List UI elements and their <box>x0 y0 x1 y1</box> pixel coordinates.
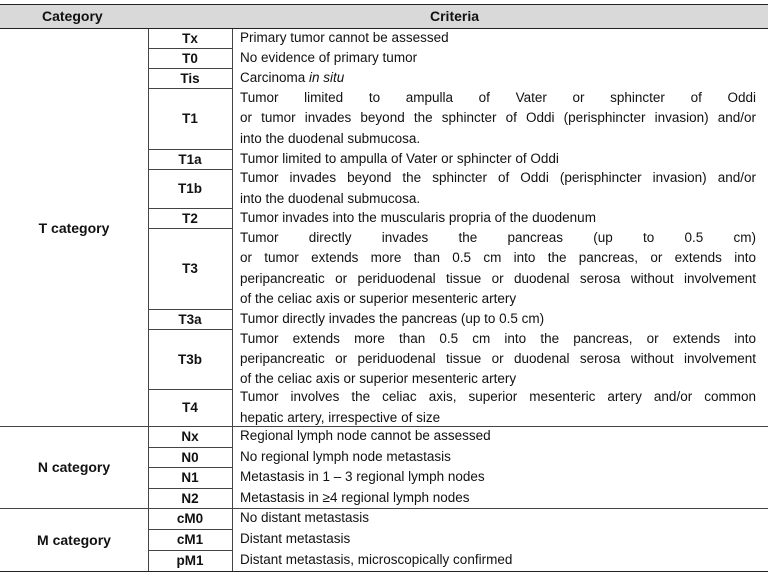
criteria-line: peripancreatic or periduodenal tissue or duodenal serosa without involvement <box>240 350 756 366</box>
criteria-line: Tumor limited to ampulla of Vater or sphincter of Oddi <box>240 150 559 166</box>
group-label-n: N category <box>37 459 111 475</box>
table-row <box>148 29 768 48</box>
criteria-line: Regional lymph node cannot be assessed <box>240 428 491 444</box>
table-row <box>148 329 768 389</box>
criteria-line: Tumor extends more than 0.5 cm into the pancreas, or extends into <box>240 330 756 346</box>
row-criteria <box>240 29 756 48</box>
table-row <box>148 426 768 447</box>
criteria-line: Tumor limited to ampulla of Vater or sphincter of Oddi <box>240 90 756 106</box>
criteria-line: No regional lymph node metastasis <box>240 448 451 464</box>
criteria-line: No distant metastasis <box>240 510 370 526</box>
row-code: T1b <box>177 181 202 196</box>
row-code: Tis <box>180 70 200 86</box>
row-criteria <box>240 447 756 467</box>
table-row <box>148 169 768 208</box>
table-row <box>148 488 768 508</box>
criteria-line: Tumor directly invades the pancreas (up to 0.5 cm) <box>240 310 545 326</box>
row-criteria <box>240 48 756 68</box>
row-criteria <box>240 228 756 309</box>
criteria-line: Distant metastasis, microscopically confirmed <box>240 552 513 568</box>
criteria-line: of the celiac axis or superior mesenteric artery <box>240 290 517 306</box>
criteria-line: of the celiac axis or superior mesenteric artery <box>240 371 517 387</box>
row-criteria <box>240 467 756 488</box>
table-row <box>148 550 768 571</box>
row-criteria <box>240 508 756 529</box>
group-label-m: M category <box>37 531 111 548</box>
row-code: T3b <box>177 351 202 367</box>
group-label-t: T category <box>38 219 110 236</box>
group-separator-m <box>0 508 768 509</box>
table-row <box>148 88 768 149</box>
table-row <box>148 48 768 68</box>
criteria-line: Primary tumor cannot be assessed <box>240 30 449 46</box>
row-code: N1 <box>181 470 199 485</box>
header-criteria: Criteria <box>430 8 480 24</box>
criteria-line: into the duodenal submucosa. <box>240 130 421 146</box>
row-code: T3 <box>182 261 198 276</box>
criteria-line: Metastasis in 1 – 3 regional lymph nodes <box>240 469 485 485</box>
criteria-line: or tumor invades beyond the sphincter of Oddi (perisphincter invasion) and/or <box>240 110 756 126</box>
criteria-line: No evidence of primary tumor <box>240 49 418 65</box>
row-criteria <box>240 329 756 389</box>
criteria-line: into the duodenal submucosa. <box>240 190 421 206</box>
criteria-line: Distant metastasis <box>240 531 351 547</box>
row-criteria <box>240 208 756 228</box>
row-criteria <box>240 488 756 508</box>
row-code: Nx <box>181 429 199 444</box>
criteria-line: Tumor invades beyond the sphincter of Oddi (perisphincter invasion) and/or <box>240 170 756 186</box>
row-code: T2 <box>182 210 198 226</box>
criteria-line: peripancreatic or periduodenal tissue or duodenal serosa without involvement <box>240 270 756 286</box>
criteria-line: Carcinoma in situ <box>240 69 345 85</box>
criteria-line: Tumor invades into the muscularis propria of the duodenum <box>240 209 596 225</box>
table-row <box>148 309 768 329</box>
criteria-line: Tumor involves the celiac axis, superior mesenteric artery and/or common <box>240 389 756 405</box>
row-criteria <box>240 529 756 550</box>
row-code: T1 <box>182 111 198 126</box>
table-header <box>0 4 768 29</box>
table-bottom-rule <box>0 571 768 572</box>
row-code: T1a <box>178 151 202 167</box>
row-code: cM1 <box>176 532 204 547</box>
table-row <box>148 68 768 88</box>
row-criteria <box>240 309 756 329</box>
row-criteria <box>240 149 756 169</box>
row-code: cM0 <box>176 511 204 526</box>
category-divider <box>148 29 149 571</box>
criteria-line: Tumor directly invades the pancreas (up to 0.5 cm) <box>240 230 756 246</box>
header-category: Category <box>42 8 103 24</box>
criteria-line: or tumor extends more than 0.5 cm into the pancreas, or extends into <box>240 250 756 266</box>
row-code: pM1 <box>176 553 204 568</box>
row-criteria <box>240 88 756 149</box>
row-criteria <box>240 389 756 426</box>
table-row <box>148 208 768 228</box>
row-criteria <box>240 68 756 88</box>
row-code: T4 <box>182 400 198 415</box>
row-code: Tx <box>182 31 198 46</box>
row-criteria <box>240 169 756 208</box>
row-code: N0 <box>181 449 199 465</box>
row-criteria <box>240 426 756 447</box>
row-code: T0 <box>182 50 198 66</box>
criteria-line: hepatic artery, irrespective of size <box>240 409 441 425</box>
criteria-line: Metastasis in ≥4 regional lymph nodes <box>240 489 470 505</box>
table-row <box>148 389 768 426</box>
table-row <box>148 447 768 467</box>
table-row <box>148 467 768 488</box>
group-separator-n <box>0 426 768 427</box>
table-row <box>148 228 768 309</box>
code-divider <box>232 29 233 571</box>
row-criteria <box>240 550 756 571</box>
table-row <box>148 529 768 550</box>
table-row <box>148 508 768 529</box>
table-row <box>148 149 768 169</box>
row-code: N2 <box>181 490 199 506</box>
row-code: T3a <box>178 311 202 327</box>
